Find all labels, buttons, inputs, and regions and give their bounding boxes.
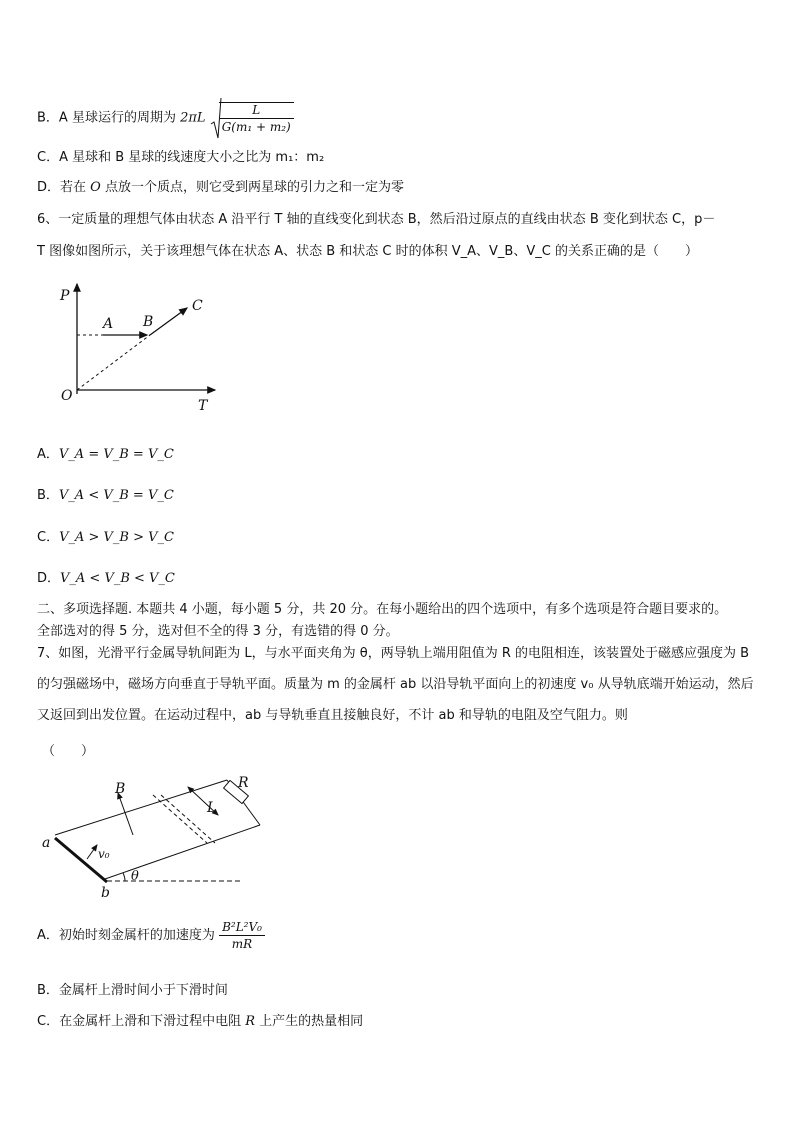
- q7-option-a: A．初始时刻金属杆的加速度为 $\frac{\text{B²L²V₀}}{mR}$: [37, 920, 265, 951]
- q6-option-b: B．V_A < V_B = V_C: [37, 488, 174, 503]
- option-text: A 星球运行的周期为: [58, 110, 176, 126]
- q5-option-d: D．若在 O 点放一个质点，则它受到两星球的引力之和一定为零: [37, 180, 404, 195]
- q6-stem-line2: T 图像如图所示，关于该理想气体在状态 A、状态 B 和状态 C 时的体积 V_A、V_B、V_C 的关系正确的是（ ）: [37, 244, 698, 259]
- label-o: O: [61, 388, 73, 404]
- label-l: L: [207, 800, 217, 816]
- velocity-arrow: [87, 845, 97, 859]
- q5-option-b: [37, 96, 294, 140]
- formula-prefix: 2πL: [180, 110, 206, 126]
- label-b: B: [143, 314, 154, 330]
- label-b: b: [101, 885, 110, 900]
- l-arrow-2: [188, 787, 203, 801]
- q7-stem: 7、如图，光滑平行金属导轨间距为 L，与水平面夹角为 θ，两导轨上端用阻值为 R 的电阻相连，该装置处于磁感应强度为 B 的匀强磁场中，磁场方向垂直于导轨平面。质量为 m 的金属杆 ab 以沿导轨平面向上的初速度 v₀ 从导轨底端开始运动，然后又返回到出发位置。在运动过程中，ab 与导轨垂直且接触良好，不计 ab 和导轨的电阻及空气阻力。则: [37, 646, 754, 723]
- option-text: A 星球和 B 星球的线速度大小之比为 m₁：m₂: [59, 150, 325, 165]
- q5-option-c: C．A 星球和 B 星球的线速度大小之比为 m₁：m₂: [37, 150, 325, 165]
- label-t: T: [198, 398, 208, 414]
- q6-option-a: A．V_A = V_B = V_C: [37, 447, 174, 462]
- dashed-origin-line: [77, 335, 150, 390]
- acceleration-fraction: $\frac{\text{B²L²V₀}}{mR}$: [219, 920, 265, 951]
- q7-blank: （ ）: [42, 744, 95, 759]
- q6-pt-graph: [55, 278, 230, 418]
- q7-option-b: B．金属杆上滑时间小于下滑时间: [37, 983, 228, 998]
- dashed-position-1: [153, 795, 207, 843]
- label-theta: θ: [131, 869, 139, 884]
- q7-option-c: C．在金属杆上滑和下滑过程中电阻 R 上产生的热量相同: [37, 1014, 364, 1029]
- period-fraction: $\frac{L}{\text{G(m₁ + m₂)}}$: [219, 102, 294, 134]
- label-v0: v₀: [98, 847, 110, 861]
- path-b-to-c: [150, 308, 187, 335]
- q6-option-d: D．V_A < V_B < V_C: [37, 571, 175, 586]
- label-b-field: B: [115, 781, 126, 797]
- q7-incline-figure: [35, 775, 270, 900]
- section2-line1: 二、多项选择题. 本题共 4 小题，每小题 5 分，共 20 分。在每小题给出的四个选项中，有多个选项是符合题目要求的。: [37, 602, 728, 617]
- section2-line2: 全部选对的得 5 分，选对但不全的得 3 分，有选错的得 0 分。: [37, 624, 399, 639]
- q6-option-c: C．V_A > V_B > V_C: [37, 530, 174, 545]
- q6-stem-line1: 6、一定质量的理想气体由状态 A 沿平行 T 轴的直线变化到状态 B，然后沿过原点的直线由状态 B 变化到状态 C，p－: [37, 212, 716, 227]
- label-a: A: [103, 316, 114, 332]
- label-c: C: [192, 298, 203, 314]
- label-r: R: [238, 775, 249, 791]
- option-label: B．: [37, 110, 59, 126]
- label-a: a: [42, 835, 51, 851]
- rail-top: [55, 780, 227, 835]
- rail-bottom: [105, 825, 260, 879]
- theta-arc: [123, 873, 125, 881]
- label-p: P: [60, 288, 70, 304]
